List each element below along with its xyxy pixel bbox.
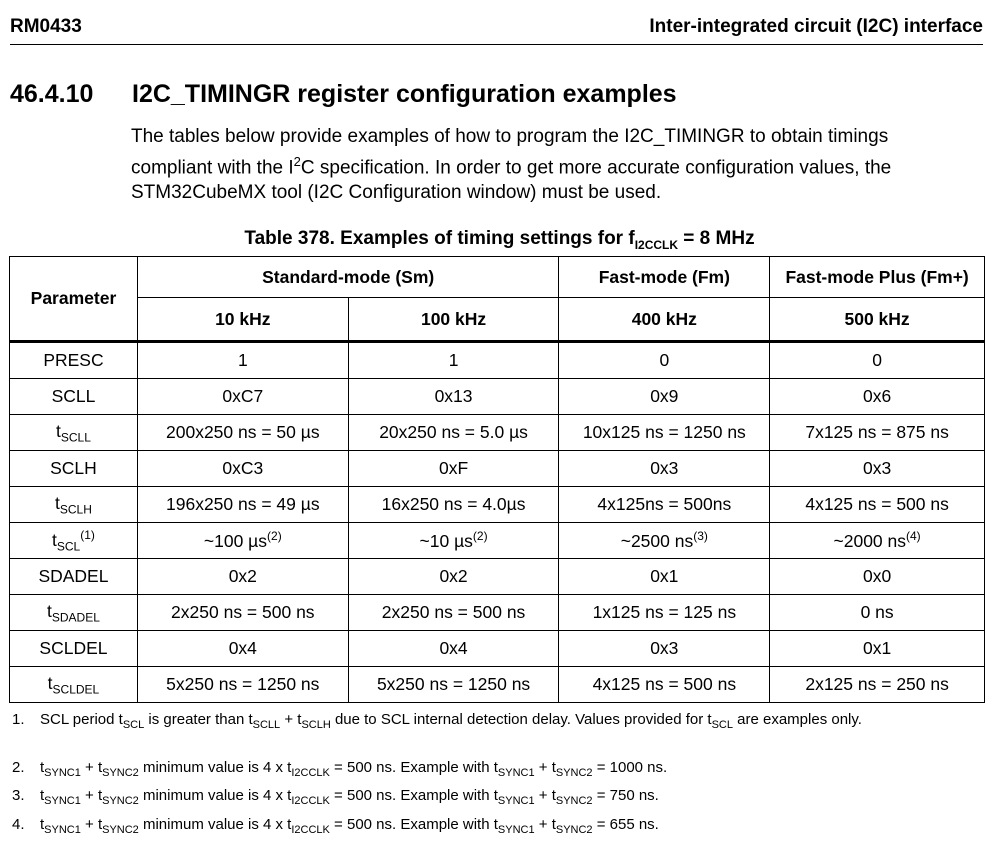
timing-table (9, 256, 985, 703)
intro-line: The tables below provide examples of how to program the I2C_TIMINGR to obtain timings (131, 126, 889, 147)
value-cell: 4x125 ns = 500 ns (770, 487, 985, 523)
parameter-cell: SCLH (10, 451, 138, 487)
footnote-2: 2. $t_{SYNC1} + t_{SYNC2}$ minimum value is 4 x $t_{I2CCLK} = 500$ ns. Example with $t_{SYNC1} + t_{SYNC2} = 1000$ ns. (12, 759, 668, 779)
value-cell: 0xC7 (137, 379, 348, 415)
table-header-row (10, 257, 985, 298)
header-freq: 10 kHz (137, 298, 348, 342)
value-cell: 5x250 ns = 1250 ns (137, 667, 348, 703)
chapter-title: Inter-integrated circuit (I2C) interface (649, 16, 983, 37)
value-cell: 0xF (348, 451, 559, 487)
value-cell: 4x125 ns = 500 ns (559, 667, 770, 703)
value-cell: 1 (348, 342, 559, 379)
table-row (10, 415, 985, 451)
value-cell: 0x6 (770, 379, 985, 415)
value-cell: 200x250 ns = 50 µs (137, 415, 348, 451)
parameter-cell: SCLDEL (10, 631, 138, 667)
value-cell: 0x13 (348, 379, 559, 415)
parameter-cell: $t_{SCLDEL}$ (10, 667, 138, 703)
table-row (10, 379, 985, 415)
value-cell: 0 (770, 342, 985, 379)
page-header (10, 14, 983, 45)
intro-line: STM32CubeMX tool (I2C Configuration window) must be used. (131, 182, 662, 204)
value-cell: 0x3 (559, 631, 770, 667)
section-title: I2C_TIMINGR register configuration examples (132, 80, 677, 108)
value-cell: 5x250 ns = 1250 ns (348, 667, 559, 703)
document-id: RM0433 (10, 16, 82, 37)
table-row (10, 342, 985, 379)
table-row (10, 487, 985, 523)
parameter-cell: $t_{SCLL}$ (10, 415, 138, 451)
value-cell: 0x1 (770, 631, 985, 667)
parameter-cell: $t_{SDADEL}$ (10, 595, 138, 631)
section-heading (10, 80, 677, 109)
table-row (10, 631, 985, 667)
header-freq: 100 kHz (348, 298, 559, 342)
parameter-cell: SDADEL (10, 559, 138, 595)
table-row (10, 451, 985, 487)
value-cell: 196x250 ns = 49 µs (137, 487, 348, 523)
value-cell: ~2500 $ns^{(3)}$ (559, 523, 770, 559)
value-cell: 2x250 ns = 500 ns (348, 595, 559, 631)
value-cell: ~10 µs$^{(2)}$ (348, 523, 559, 559)
value-cell: 2x250 ns = 500 ns (137, 595, 348, 631)
value-cell: 0x3 (559, 451, 770, 487)
footnote-3: 3. $t_{SYNC1} + t_{SYNC2}$ minimum value is 4 x $t_{I2CCLK} = 500$ ns. Example with $t_{SYNC1} + t_{SYNC2} = 750$ ns. (12, 787, 659, 807)
value-cell: 0x2 (137, 559, 348, 595)
value-cell: 4x125ns = 500ns (559, 487, 770, 523)
value-cell: 1 (137, 342, 348, 379)
table-row (10, 667, 985, 703)
value-cell: 10x125 ns = 1250 ns (559, 415, 770, 451)
table-row (10, 595, 985, 631)
intro-line: compliant with the $I^2C$ specification. In order to get more accurate configuration values, the (131, 154, 892, 179)
header-freq: 400 kHz (559, 298, 770, 342)
intro-paragraph (131, 124, 991, 205)
table-frequency-row (10, 298, 985, 342)
parameter-cell: SCLL (10, 379, 138, 415)
value-cell: 0x1 (559, 559, 770, 595)
footnote-4: 4. $t_{SYNC1} + t_{SYNC2}$ minimum value is 4 x $t_{I2CCLK} = 500$ ns. Example with $t_{SYNC1} + t_{SYNC2} = 655$ ns. (12, 816, 659, 836)
header-standard-mode: Standard-mode (Sm) (137, 257, 559, 298)
value-cell: 0x2 (348, 559, 559, 595)
table-caption: Table 378. Examples of timing settings for $f_{I2CCLK} = 8$ MHz (244, 228, 755, 252)
value-cell: 0x4 (348, 631, 559, 667)
section-number: 46.4.10 (10, 80, 94, 108)
header-freq: 500 kHz (770, 298, 985, 342)
value-cell: 0x0 (770, 559, 985, 595)
footnote-1: 1. SCL period $t_{SCL}$ is greater than $t_{SCLL} + t_{SCLH}$ due to SCL internal detection delay. Values provided for $t_{SCL}$ are examples only. (12, 711, 862, 731)
parameter-cell: PRESC (10, 342, 138, 379)
value-cell: 16x250 ns = 4.0µs (348, 487, 559, 523)
header-parameter: Parameter (10, 257, 138, 342)
value-cell: 2x125 ns = 250 ns (770, 667, 985, 703)
value-cell: 0 ns (770, 595, 985, 631)
value-cell: 1x125 ns = 125 ns (559, 595, 770, 631)
parameter-cell: $t_{SCL}^{(1)}$ (10, 523, 138, 559)
value-cell: 0 (559, 342, 770, 379)
value-cell: 0x3 (770, 451, 985, 487)
value-cell: 0x4 (137, 631, 348, 667)
table-row (10, 559, 985, 595)
value-cell: 0xC3 (137, 451, 348, 487)
value-cell: ~2000 $ns^{(4)}$ (770, 523, 985, 559)
header-fast-mode: Fast-mode (Fm) (559, 257, 770, 298)
parameter-cell: $t_{SCLH}$ (10, 487, 138, 523)
table-row (10, 523, 985, 559)
header-fast-mode-plus: Fast-mode Plus (Fm+) (770, 257, 985, 298)
value-cell: 0x9 (559, 379, 770, 415)
value-cell: ~100 µs$^{(2)}$ (137, 523, 348, 559)
value-cell: 20x250 ns = 5.0 µs (348, 415, 559, 451)
value-cell: 7x125 ns = 875 ns (770, 415, 985, 451)
